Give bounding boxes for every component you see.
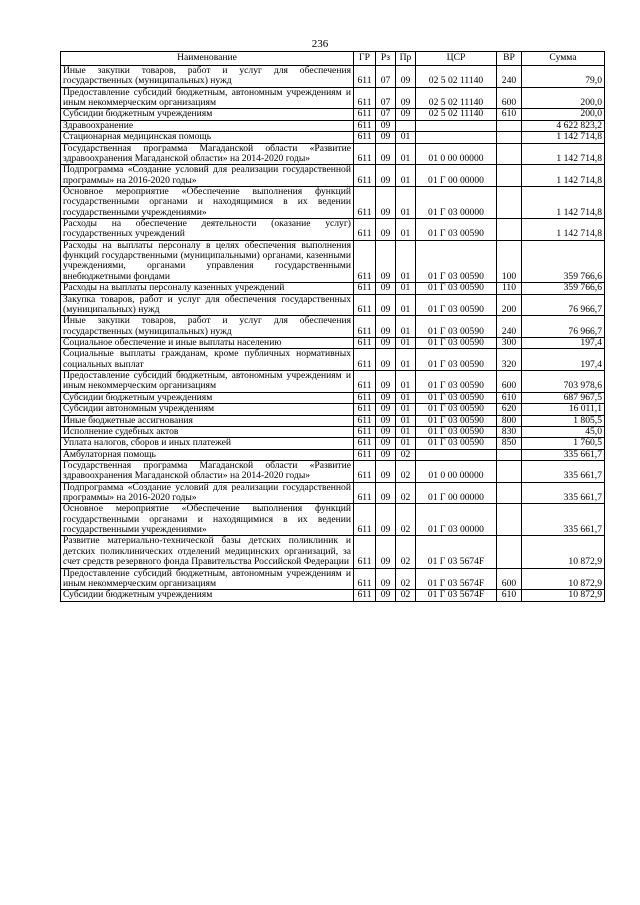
cell-gr: 611 bbox=[354, 165, 376, 187]
cell-csr: 01 Г 03 00590 bbox=[416, 240, 497, 282]
cell-sum: 79,0 bbox=[522, 66, 605, 88]
cell-name: Иные закупки товаров, работ и услуг для обеспечения государственных (муниципальных) нужд bbox=[61, 316, 354, 338]
cell-pr: 09 bbox=[396, 87, 416, 109]
cell-vr: 240 bbox=[497, 316, 522, 338]
table-row bbox=[61, 294, 605, 316]
cell-name: Иные закупки товаров, работ и услуг для обеспечения государственных (муниципальных) нужд bbox=[61, 66, 354, 88]
cell-pr: 01 bbox=[396, 415, 416, 426]
cell-pr: 02 bbox=[396, 504, 416, 536]
cell-vr: 320 bbox=[497, 349, 522, 371]
cell-pr: 01 bbox=[396, 240, 416, 282]
cell-pr: 02 bbox=[396, 536, 416, 568]
cell-pr: 01 bbox=[396, 294, 416, 316]
table-row bbox=[61, 143, 605, 165]
cell-name: Развитие материально-технической базы детских поликлиник и детских поликлинических отделений медицинских организаций, за счет средств резервного фонда Правительства Российской Федерации bbox=[61, 536, 354, 568]
cell-pr: 01 bbox=[396, 438, 416, 449]
cell-name: Закупка товаров, работ и услуг для обеспечения государственных (муниципальных) нужд bbox=[61, 294, 354, 316]
cell-name: Уплата налогов, сборов и иных платежей bbox=[61, 438, 354, 449]
cell-rz: 09 bbox=[376, 132, 396, 143]
cell-vr: 830 bbox=[497, 426, 522, 437]
table-row bbox=[61, 219, 605, 241]
cell-gr: 611 bbox=[354, 568, 376, 590]
cell-pr: 01 bbox=[396, 132, 416, 143]
cell-rz: 09 bbox=[376, 294, 396, 316]
cell-vr: 240 bbox=[497, 66, 522, 88]
cell-gr: 611 bbox=[354, 415, 376, 426]
cell-pr: 02 bbox=[396, 590, 416, 601]
cell-gr: 611 bbox=[354, 143, 376, 165]
cell-pr: 02 bbox=[396, 568, 416, 590]
cell-sum: 16 011,1 bbox=[522, 404, 605, 415]
cell-sum: 10 872,9 bbox=[522, 568, 605, 590]
cell-rz: 09 bbox=[376, 415, 396, 426]
table-row bbox=[61, 371, 605, 393]
cell-vr: 300 bbox=[497, 337, 522, 348]
cell-vr: 600 bbox=[497, 568, 522, 590]
cell-rz: 09 bbox=[376, 349, 396, 371]
cell-vr: 800 bbox=[497, 415, 522, 426]
cell-pr: 01 bbox=[396, 371, 416, 393]
cell-pr: 01 bbox=[396, 426, 416, 437]
column-header-name: Наименование bbox=[61, 52, 354, 66]
cell-csr: 01 Г 00 00000 bbox=[416, 482, 497, 504]
cell-gr: 611 bbox=[354, 132, 376, 143]
cell-gr: 611 bbox=[354, 349, 376, 371]
cell-gr: 611 bbox=[354, 504, 376, 536]
cell-vr: 100 bbox=[497, 240, 522, 282]
cell-vr: 600 bbox=[497, 87, 522, 109]
cell-rz: 09 bbox=[376, 240, 396, 282]
cell-csr: 01 Г 03 00590 bbox=[416, 349, 497, 371]
cell-name: Предоставление субсидий бюджетным, автономным учреждениям и иным некоммерческим организациям bbox=[61, 568, 354, 590]
column-header-rz: Рз bbox=[376, 52, 396, 66]
cell-name: Государственная программа Магаданской области «Развитие здравоохранения Магаданской области» на 2014-2020 годы» bbox=[61, 143, 354, 165]
cell-gr: 611 bbox=[354, 109, 376, 120]
cell-name: Амбулаторная помощь bbox=[61, 449, 354, 460]
budget-table bbox=[60, 51, 605, 602]
cell-rz: 09 bbox=[376, 186, 396, 218]
table-row bbox=[61, 87, 605, 109]
cell-sum: 1 805,5 bbox=[522, 415, 605, 426]
cell-vr bbox=[497, 482, 522, 504]
table-row bbox=[61, 132, 605, 143]
cell-gr: 611 bbox=[354, 219, 376, 241]
cell-csr: 01 0 00 00000 bbox=[416, 460, 497, 482]
table-row bbox=[61, 590, 605, 601]
cell-vr bbox=[497, 186, 522, 218]
cell-csr: 01 Г 03 00590 bbox=[416, 392, 497, 403]
cell-csr bbox=[416, 120, 497, 131]
cell-name: Субсидии бюджетным учреждениям bbox=[61, 392, 354, 403]
cell-name: Расходы на обеспечение деятельности (оказание услуг) государственных учреждений bbox=[61, 219, 354, 241]
cell-gr: 611 bbox=[354, 283, 376, 294]
cell-csr: 01 Г 03 00590 bbox=[416, 283, 497, 294]
table-row bbox=[61, 66, 605, 88]
cell-sum: 1 760,5 bbox=[522, 438, 605, 449]
table-row bbox=[61, 568, 605, 590]
cell-csr bbox=[416, 132, 497, 143]
cell-name: Государственная программа Магаданской области «Развитие здравоохранения Магаданской области» на 2014-2020 годы» bbox=[61, 460, 354, 482]
cell-vr bbox=[497, 165, 522, 187]
cell-rz: 09 bbox=[376, 316, 396, 338]
table-row bbox=[61, 120, 605, 131]
cell-rz: 09 bbox=[376, 438, 396, 449]
cell-gr: 611 bbox=[354, 186, 376, 218]
cell-sum: 45,0 bbox=[522, 426, 605, 437]
cell-rz: 07 bbox=[376, 109, 396, 120]
cell-csr: 01 Г 03 5674F bbox=[416, 590, 497, 601]
table-row bbox=[61, 186, 605, 218]
cell-vr: 620 bbox=[497, 404, 522, 415]
cell-csr: 02 5 02 11140 bbox=[416, 109, 497, 120]
cell-pr: 01 bbox=[396, 186, 416, 218]
cell-sum: 76 966,7 bbox=[522, 294, 605, 316]
cell-gr: 611 bbox=[354, 426, 376, 437]
cell-rz: 09 bbox=[376, 283, 396, 294]
cell-pr: 09 bbox=[396, 66, 416, 88]
cell-gr: 611 bbox=[354, 371, 376, 393]
cell-rz: 09 bbox=[376, 143, 396, 165]
cell-sum: 703 978,6 bbox=[522, 371, 605, 393]
cell-pr: 01 bbox=[396, 219, 416, 241]
cell-pr: 01 bbox=[396, 165, 416, 187]
cell-rz: 09 bbox=[376, 371, 396, 393]
cell-csr: 01 Г 03 00590 bbox=[416, 438, 497, 449]
cell-sum: 335 661,7 bbox=[522, 504, 605, 536]
cell-sum: 335 661,7 bbox=[522, 449, 605, 460]
cell-pr: 01 bbox=[396, 404, 416, 415]
cell-sum: 335 661,7 bbox=[522, 460, 605, 482]
cell-gr: 611 bbox=[354, 294, 376, 316]
table-header-row bbox=[61, 52, 605, 66]
cell-sum: 1 142 714,8 bbox=[522, 143, 605, 165]
cell-rz: 09 bbox=[376, 590, 396, 601]
cell-rz: 09 bbox=[376, 120, 396, 131]
cell-csr: 01 Г 03 00590 bbox=[416, 404, 497, 415]
cell-csr bbox=[416, 449, 497, 460]
cell-rz: 07 bbox=[376, 66, 396, 88]
cell-csr: 01 Г 03 00590 bbox=[416, 219, 497, 241]
table-row bbox=[61, 415, 605, 426]
column-header-sum: Сумма bbox=[522, 52, 605, 66]
cell-name: Социальные выплаты гражданам, кроме публичных нормативных социальных выплат bbox=[61, 349, 354, 371]
cell-vr bbox=[497, 504, 522, 536]
cell-rz: 09 bbox=[376, 504, 396, 536]
cell-sum: 1 142 714,8 bbox=[522, 219, 605, 241]
table-row bbox=[61, 536, 605, 568]
cell-pr: 02 bbox=[396, 482, 416, 504]
cell-vr bbox=[497, 143, 522, 165]
column-header-pr: Пр bbox=[396, 52, 416, 66]
cell-rz: 09 bbox=[376, 449, 396, 460]
cell-name: Социальное обеспечение и иные выплаты населению bbox=[61, 337, 354, 348]
cell-csr: 01 Г 03 00590 bbox=[416, 426, 497, 437]
cell-sum: 76 966,7 bbox=[522, 316, 605, 338]
cell-name: Предоставление субсидий бюджетным, автономным учреждениям и иным некоммерческим организациям bbox=[61, 87, 354, 109]
cell-name: Основное мероприятие «Обеспечение выполнения функций государственными органами и находящимися в их ведении государственными учреждениями» bbox=[61, 504, 354, 536]
table-row bbox=[61, 460, 605, 482]
cell-rz: 09 bbox=[376, 219, 396, 241]
cell-name: Предоставление субсидий бюджетным, автономным учреждениям и иным некоммерческим организациям bbox=[61, 371, 354, 393]
cell-vr bbox=[497, 219, 522, 241]
table-row bbox=[61, 316, 605, 338]
cell-name: Стационарная медицинская помощь bbox=[61, 132, 354, 143]
cell-name: Субсидии бюджетным учреждениям bbox=[61, 109, 354, 120]
cell-pr bbox=[396, 120, 416, 131]
cell-name: Исполнение судебных актов bbox=[61, 426, 354, 437]
cell-rz: 09 bbox=[376, 337, 396, 348]
cell-csr: 01 Г 03 00590 bbox=[416, 294, 497, 316]
cell-gr: 611 bbox=[354, 240, 376, 282]
cell-csr: 02 5 02 11140 bbox=[416, 66, 497, 88]
cell-name: Здравоохранение bbox=[61, 120, 354, 131]
cell-name: Расходы на выплаты персоналу в целях обеспечения выполнения функций государственными (муниципальными) органами, казенными учреждениями, органами управления государственными внебюджетными фондами bbox=[61, 240, 354, 282]
cell-vr: 600 bbox=[497, 371, 522, 393]
cell-vr: 610 bbox=[497, 109, 522, 120]
cell-pr: 09 bbox=[396, 109, 416, 120]
cell-vr bbox=[497, 449, 522, 460]
cell-sum: 1 142 714,8 bbox=[522, 132, 605, 143]
cell-vr bbox=[497, 460, 522, 482]
page-number: 236 bbox=[311, 38, 329, 50]
cell-gr: 611 bbox=[354, 449, 376, 460]
cell-sum: 10 872,9 bbox=[522, 536, 605, 568]
table-row bbox=[61, 449, 605, 460]
table-row bbox=[61, 165, 605, 187]
cell-csr: 01 Г 03 00590 bbox=[416, 371, 497, 393]
table-row bbox=[61, 426, 605, 437]
table-row bbox=[61, 438, 605, 449]
cell-sum: 335 661,7 bbox=[522, 482, 605, 504]
cell-rz: 09 bbox=[376, 392, 396, 403]
cell-rz: 09 bbox=[376, 426, 396, 437]
cell-gr: 611 bbox=[354, 120, 376, 131]
cell-gr: 611 bbox=[354, 438, 376, 449]
cell-pr: 01 bbox=[396, 392, 416, 403]
table-row bbox=[61, 349, 605, 371]
cell-name: Иные бюджетные ассигнования bbox=[61, 415, 354, 426]
cell-rz: 09 bbox=[376, 568, 396, 590]
table-row bbox=[61, 109, 605, 120]
cell-csr: 01 0 00 00000 bbox=[416, 143, 497, 165]
cell-gr: 611 bbox=[354, 392, 376, 403]
table-row bbox=[61, 404, 605, 415]
cell-name: Подпрограмма «Создание условий для реализации государственной программы» на 2016-2020 годы» bbox=[61, 482, 354, 504]
cell-rz: 07 bbox=[376, 87, 396, 109]
cell-csr: 01 Г 03 00590 bbox=[416, 316, 497, 338]
cell-csr: 02 5 02 11140 bbox=[416, 87, 497, 109]
cell-vr: 610 bbox=[497, 590, 522, 601]
column-header-csr: ЦСР bbox=[416, 52, 497, 66]
cell-csr: 01 Г 03 00000 bbox=[416, 186, 497, 218]
cell-gr: 611 bbox=[354, 87, 376, 109]
cell-rz: 09 bbox=[376, 165, 396, 187]
cell-csr: 01 Г 03 00000 bbox=[416, 504, 497, 536]
cell-rz: 09 bbox=[376, 460, 396, 482]
cell-vr: 200 bbox=[497, 294, 522, 316]
cell-csr: 01 Г 00 00000 bbox=[416, 165, 497, 187]
cell-pr: 02 bbox=[396, 449, 416, 460]
cell-vr: 850 bbox=[497, 438, 522, 449]
cell-pr: 01 bbox=[396, 337, 416, 348]
cell-rz: 09 bbox=[376, 404, 396, 415]
cell-csr: 01 Г 03 00590 bbox=[416, 415, 497, 426]
table-row bbox=[61, 337, 605, 348]
cell-pr: 01 bbox=[396, 143, 416, 165]
cell-gr: 611 bbox=[354, 66, 376, 88]
column-header-vr: ВР bbox=[497, 52, 522, 66]
cell-gr: 611 bbox=[354, 460, 376, 482]
table-row bbox=[61, 482, 605, 504]
cell-rz: 09 bbox=[376, 482, 396, 504]
cell-sum: 4 622 823,2 bbox=[522, 120, 605, 131]
cell-sum: 197,4 bbox=[522, 349, 605, 371]
cell-name: Субсидии автономным учреждениям bbox=[61, 404, 354, 415]
cell-pr: 01 bbox=[396, 283, 416, 294]
cell-gr: 611 bbox=[354, 482, 376, 504]
cell-vr bbox=[497, 536, 522, 568]
cell-vr: 110 bbox=[497, 283, 522, 294]
cell-sum: 10 872,9 bbox=[522, 590, 605, 601]
cell-sum: 197,4 bbox=[522, 337, 605, 348]
cell-sum: 200,0 bbox=[522, 109, 605, 120]
cell-gr: 611 bbox=[354, 536, 376, 568]
cell-vr bbox=[497, 120, 522, 131]
cell-sum: 359 766,6 bbox=[522, 283, 605, 294]
cell-csr: 01 Г 03 5674F bbox=[416, 536, 497, 568]
table-row bbox=[61, 240, 605, 282]
cell-sum: 1 142 714,8 bbox=[522, 186, 605, 218]
cell-vr: 610 bbox=[497, 392, 522, 403]
cell-gr: 611 bbox=[354, 404, 376, 415]
column-header-gr: ГР bbox=[354, 52, 376, 66]
cell-rz: 09 bbox=[376, 536, 396, 568]
cell-vr bbox=[497, 132, 522, 143]
cell-sum: 200,0 bbox=[522, 87, 605, 109]
cell-name: Основное мероприятие «Обеспечение выполнения функций государственными органами и находящимися в их ведении государственными учреждениями» bbox=[61, 186, 354, 218]
cell-sum: 687 967,5 bbox=[522, 392, 605, 403]
cell-csr: 01 Г 03 00590 bbox=[416, 337, 497, 348]
cell-name: Расходы на выплаты персоналу казенных учреждений bbox=[61, 283, 354, 294]
cell-sum: 1 142 714,8 bbox=[522, 165, 605, 187]
cell-gr: 611 bbox=[354, 316, 376, 338]
cell-name: Подпрограмма «Создание условий для реализации государственной программы» на 2016-2020 годы» bbox=[61, 165, 354, 187]
cell-gr: 611 bbox=[354, 590, 376, 601]
cell-sum: 359 766,6 bbox=[522, 240, 605, 282]
cell-pr: 01 bbox=[396, 349, 416, 371]
cell-pr: 01 bbox=[396, 316, 416, 338]
table-row bbox=[61, 392, 605, 403]
cell-pr: 02 bbox=[396, 460, 416, 482]
table-row bbox=[61, 504, 605, 536]
cell-gr: 611 bbox=[354, 337, 376, 348]
cell-name: Субсидии бюджетным учреждениям bbox=[61, 590, 354, 601]
cell-csr: 01 Г 03 5674F bbox=[416, 568, 497, 590]
table-row bbox=[61, 283, 605, 294]
